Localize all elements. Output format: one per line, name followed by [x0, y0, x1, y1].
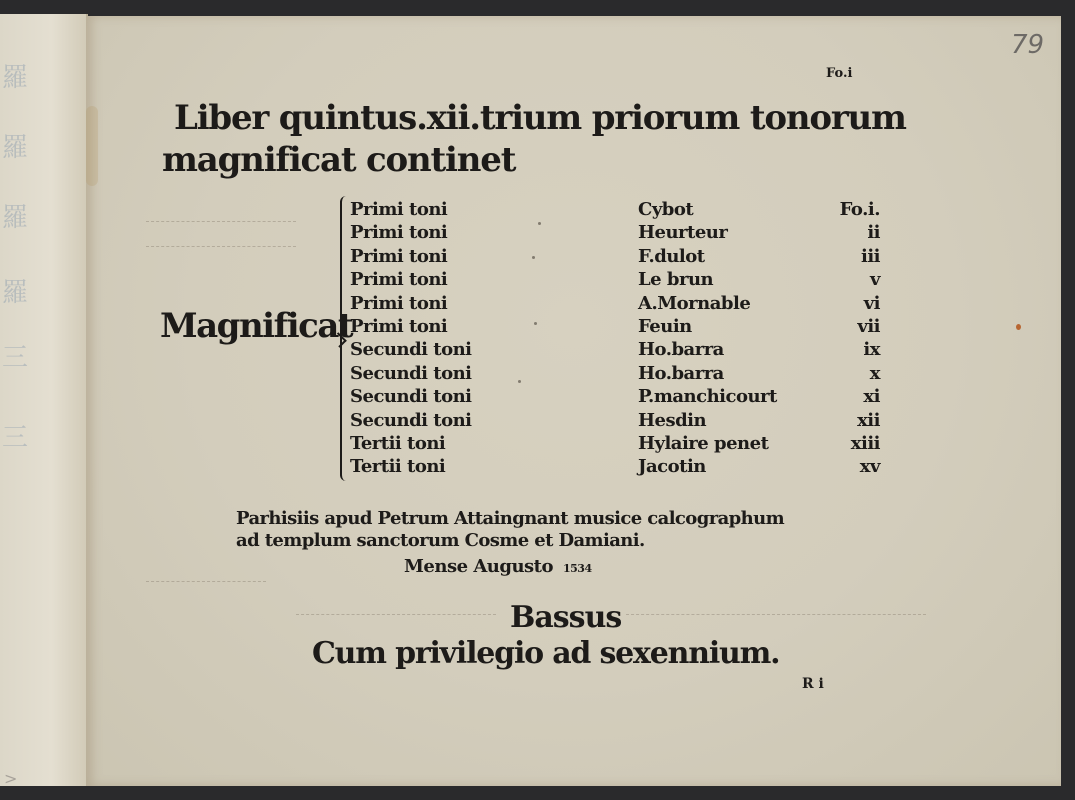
title-line-1: Liber quintus.xii.trium priorum tonorum: [174, 98, 906, 138]
ink-speck: [538, 222, 541, 225]
tone-entry: Primi toni: [350, 269, 448, 291]
title-page: [86, 16, 1061, 786]
imprint-date: [404, 556, 592, 577]
tone-entry: Primi toni: [350, 245, 448, 267]
composer-entry: F.dulot: [638, 245, 705, 267]
pencil-page-number: 79: [1011, 30, 1045, 60]
facing-page-edge: [0, 14, 88, 786]
folio-entry: vi: [863, 292, 880, 314]
tone-entry: Primi toni: [350, 292, 448, 314]
ink-speck: [518, 380, 521, 383]
tone-entry: Secundi toni: [350, 409, 472, 431]
folio-entry: Fo.i.: [839, 199, 880, 220]
tone-entry: Tertii toni: [350, 432, 446, 454]
ink-speck: [532, 256, 535, 259]
tone-entry: Primi toni: [350, 199, 448, 220]
imprint-month: Mense Augusto: [404, 556, 553, 577]
folio-entry: xv: [859, 456, 880, 478]
folio-entry: vii: [857, 315, 880, 337]
tone-column: [350, 198, 472, 479]
composer-entry: Ho.barra: [638, 339, 724, 361]
composer-entry: Hesdin: [638, 409, 707, 431]
tone-entry: Secundi toni: [350, 362, 472, 384]
composer-entry: Le brun: [638, 269, 714, 291]
folio-entry: xii: [857, 409, 880, 431]
title-line-2: magnificat continet: [162, 140, 516, 180]
faint-ruling: [146, 581, 266, 582]
voice-part-title: Bassus: [510, 600, 622, 635]
composer-entry: Heurteur: [638, 222, 728, 244]
faint-ruling: [146, 221, 296, 222]
bleed-through-glyph: 羅: [2, 278, 27, 308]
imprint: [236, 508, 784, 552]
composer-entry: A.Mornable: [638, 292, 751, 314]
folio-entry: ii: [867, 222, 880, 244]
imprint-line-1: Parhisiis apud Petrum Attaingnant musice calcographum: [236, 508, 785, 529]
folio-entry: xi: [863, 386, 880, 408]
imprint-year: 1534: [563, 562, 592, 575]
folio-entry: iii: [860, 245, 880, 267]
folio-entry: ix: [863, 339, 880, 361]
ink-speck: [1016, 324, 1021, 330]
composer-entry: Cybot: [638, 199, 694, 220]
folio-entry: v: [870, 269, 880, 291]
tone-entry: Tertii toni: [350, 456, 446, 478]
bleed-through-glyph: 羅: [2, 63, 27, 93]
tone-entry: Secundi toni: [350, 386, 472, 408]
composer-entry: Ho.barra: [638, 362, 724, 384]
tone-entry: Primi toni: [350, 222, 448, 244]
imprint-line-2: ad templum sanctorum Cosme et Damiani.: [236, 530, 645, 551]
composer-column: [638, 198, 777, 479]
bleed-through-glyph: 三: [2, 423, 27, 453]
ink-speck: [534, 322, 537, 325]
tone-entry: Primi toni: [350, 315, 448, 337]
composer-entry: P.manchicourt: [638, 386, 777, 408]
folio-column: [786, 198, 880, 479]
bleed-through-glyph: 三: [2, 343, 27, 373]
signature-mark: R i: [802, 676, 824, 692]
faint-ruling: [626, 614, 926, 615]
composer-entry: Feuin: [638, 315, 692, 337]
folio-mark: Fo.i: [826, 66, 853, 81]
composer-entry: Jacotin: [638, 456, 706, 478]
bleed-through-glyph: 羅: [2, 203, 27, 233]
folio-entry: x: [869, 362, 880, 384]
faint-ruling: [146, 246, 296, 247]
bleed-through-glyph: 羅: [2, 133, 27, 163]
folio-entry: xiii: [850, 432, 880, 454]
privilege-notice: Cum privilegio ad sexennium.: [312, 636, 780, 671]
water-stain: [86, 106, 98, 186]
arrow-mark-icon: >: [4, 769, 18, 788]
composer-entry: Hylaire penet: [638, 432, 769, 454]
faint-ruling: [296, 614, 496, 615]
bracket-label: Magnificat: [160, 306, 353, 346]
tone-entry: Secundi toni: [350, 339, 472, 361]
